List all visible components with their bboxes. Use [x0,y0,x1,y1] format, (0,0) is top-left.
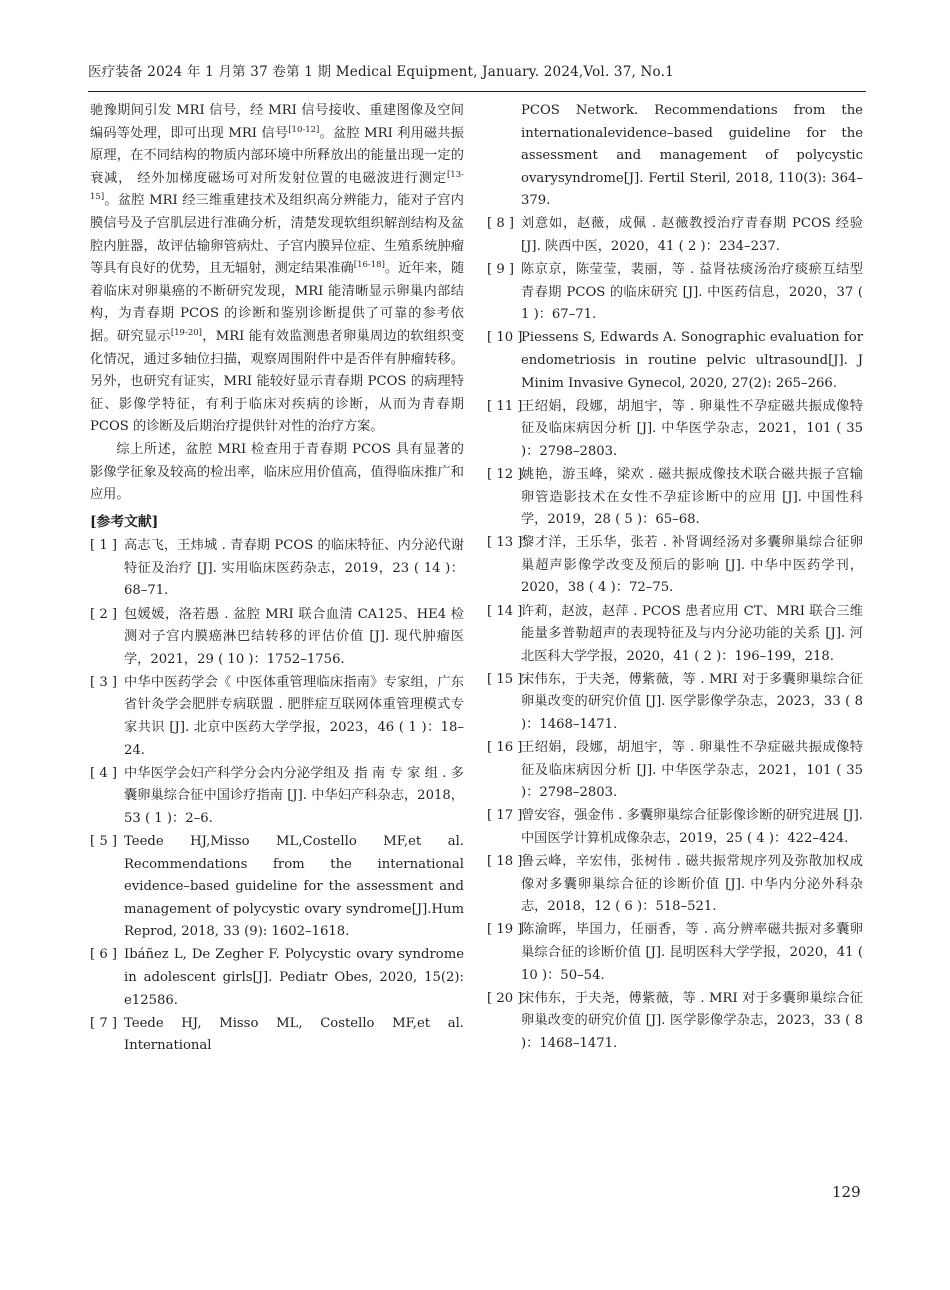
citation: [16-18] [353,260,385,271]
reference-item: [ 7 ] Teede HJ, Misso ML, Costello MF,et al. International [90,1015,464,1054]
reference-item: [ 5 ] Teede HJ,Misso ML,Costello MF,et al. Recommendations from the international evidence–based guideline for the assessment and management of polycystic ovary syndrome[J].Hum Reprod, 2018, 33 (9): 1602–1618. [90,834,464,940]
header-rule [88,91,866,92]
running-header: 医疗装备 2024 年 1 月第 37 卷第 1 期 Medical Equipment, January. 2024,Vol. 37, No.1 [88,64,674,80]
reference-item: [ 16 ] 王绍娟，段娜，胡旭宇，等 . 卵巢性不孕症磁共振成像特征及临床病因分析 [J]. 中华医学杂志，2021，101 ( 35 )：2798–2803. [487,740,863,801]
reference-item-continued: PCOS Network. Recommendations from the internationalevidence–based guideline for the assessment and management of polycystic ovarysyndrome[J]. Fertil Steril, 2018, 110(3): 364–379. [521,103,863,209]
left-column [90,100,464,1058]
body-paragraph-2: 综上所述，盆腔 MRI 检查用于青春期 PCOS 具有显著的影像学征象及较高的检出率，临床应用价值高，值得临床推广和应用。 [90,441,464,503]
reference-item: [ 12 ] 姚艳，游玉峰，梁欢 . 磁共振成像技术联合磁共振子宫输卵管造影技术在女性不孕症诊断中的应用 [J]. 中国性科学，2019，28 ( 5 )：65–68. [487,467,863,528]
citation: [13-15] [90,169,464,203]
reference-item: [ 18 ] 鲁云峰，辛宏伟，张树伟 . 磁共振常规序列及弥散加权成像对多囊卵巢综合征的诊断价值 [J]. 中华内分泌外科杂志，2018，12 ( 6 )：518–521. [487,854,863,915]
reference-item: [ 13 ] 黎才洋，王乐华，张若 . 补肾调经汤对多囊卵巢综合征卵巢超声影像学改变及预后的影响 [J]. 中华中医药学刊，2020，38 ( 4 )：72–75. [487,535,863,596]
reference-item: [ 6 ] Ibáñez L, De Zegher F. Polycystic ovary syndrome in adolescent girls[J]. Pediatr Obes, 2020, 15(2): e12586. [90,947,464,1008]
reference-list-right [487,100,863,1055]
reference-item: [ 14 ] 许莉，赵波，赵萍 . PCOS 患者应用 CT、MRI 联合三维能量多普勒超声的表现特征及与内分泌功能的关系 [J]. 河北医科大学学报，2020，41 ( 2 )：196–199，218. [487,603,863,664]
right-column [487,100,863,1056]
reference-item: [ 4 ] 中华医学会妇产科学分会内分泌学组及 指 南 专 家 组 . 多囊卵巢综合征中国诊疗指南 [J]. 中华妇产科杂志，2018，53 ( 1 )：2–6. [90,765,464,826]
reference-list-left [90,535,464,1058]
citation: [19-20] [170,327,202,338]
reference-item: [ 17 ] 曾安容，强金伟 . 多囊卵巢综合征影像诊断的研究进展 [J]. 中国医学计算机成像杂志，2019，25 ( 4 )：422–424. [487,808,863,846]
reference-item: [ 1 ] 高志飞，王炜城 . 青春期 PCOS 的临床特征、内分泌代谢特征及治疗 [J]. 实用临床医药杂志，2019，23 ( 14 )：68–71. [90,538,464,599]
reference-item: [ 3 ] 中华中医药学会《 中医体重管理临床指南》专家组，广东省针灸学会肥胖专病联盟 . 肥胖症互联网体重管理模式专家共识 [J]. 北京中医药大学学报，2023，46 ( 1 )：18–24. [90,674,464,758]
reference-item: [ 19 ] 陈渝晖，毕国力，任丽香，等 . 高分辨率磁共振对多囊卵巢综合征的诊断价值 [J]. 昆明医科大学学报，2020，41 ( 10 )：50–54. [487,922,863,983]
reference-item: [ 2 ] 包媛媛，洛若愚 . 盆腔 MRI 联合血清 CA125、HE4 检测对子宫内膜癌淋巴结转移的评估价值 [J]. 现代肿瘤医学，2021，29 ( 10 )：1752–1756. [90,606,464,667]
page-number: 129 [832,1183,861,1201]
reference-item: [ 20 ] 宋伟东，于夫尧，傅紫薇，等 . MRI 对于多囊卵巢综合征卵巢改变的研究价值 [J]. 医学影像学杂志，2023，33 ( 8 )：1468–1471. [487,990,863,1051]
reference-item: [ 15 ] 宋伟东，于夫尧，傅紫薇，等 . MRI 对于多囊卵巢综合征卵巢改变的研究价值 [J]. 医学影像学杂志，2023，33 ( 8 )：1468–1471. [487,671,863,733]
reference-item: [ 8 ] 刘意如，赵薇，成佩 . 赵薇教授治疗青春期 PCOS 经验 [J]. 陕西中医，2020，41 ( 2 )：234–237. [487,216,863,255]
body-paragraph-1: 驰豫期间引发 MRI 信号，经 MRI 信号接收、重建图像及空间编码等处理，即可出现 MRI 信号[10-12]。盆腔 MRI 利用磁共振原理，在不同结构的物质内部环境中所释放出的能量出现一定的衰减， 经外加梯度磁场可对所发射位置的电磁波进行测定[13-15]。盆腔 MRI 经三维重建技术及组织高分辨能力，能对子宫内膜信号及子宫肌层进行准确分析，清楚发现软组织解剖结构及盆腔内脏器，故评估输卵管病灶、子宫内膜异位症、生殖系统肿瘤等具有良好的优势，且无辐射，测定结果准确[16-18]。近年来，随着临床对卵巢癌的不断研究发现，MRI 能清晰显示卵巢内部结构，为青春期 PCOS 的诊断和鉴别诊断提供了可靠的参考依据。研究显示[19-20]，MRI 能有效监测患者卵巢周边的软组织变化情况，通过多轴位扫描，观察周围附件中是否伴有肿瘤转移。另外，也研究有证实，MRI 能较好显示青春期 PCOS 的病理特征、影像学特征，有利于临床对疾病的诊断，从而为青春期 PCOS 的诊断及后期治疗提供针对性的治疗方案。 [90,103,465,435]
reference-item: [ 9 ] 陈京京，陈莹莹，裴丽，等 . 益肾祛痰汤治疗痰瘀互结型青春期 PCOS 的临床研究 [J]. 中医药信息，2020，37 ( 1 )：67–71. [487,262,863,323]
citation: [10-12] [288,124,320,135]
reference-item: [ 11 ] 王绍娟，段娜，胡旭宇，等 . 卵巢性不孕症磁共振成像特征及临床病因分析 [J]. 中华医学杂志，2021，101 ( 35 )：2798–2803. [487,398,863,459]
reference-item: [ 10 ] Piessens S, Edwards A. Sonographic evaluation for endometriosis in routine pelvic ultrasound[J]. J Minim Invasive Gynecol, 2020, 27(2): 265–266. [487,330,863,391]
references-heading: [参考文献] [90,513,159,530]
